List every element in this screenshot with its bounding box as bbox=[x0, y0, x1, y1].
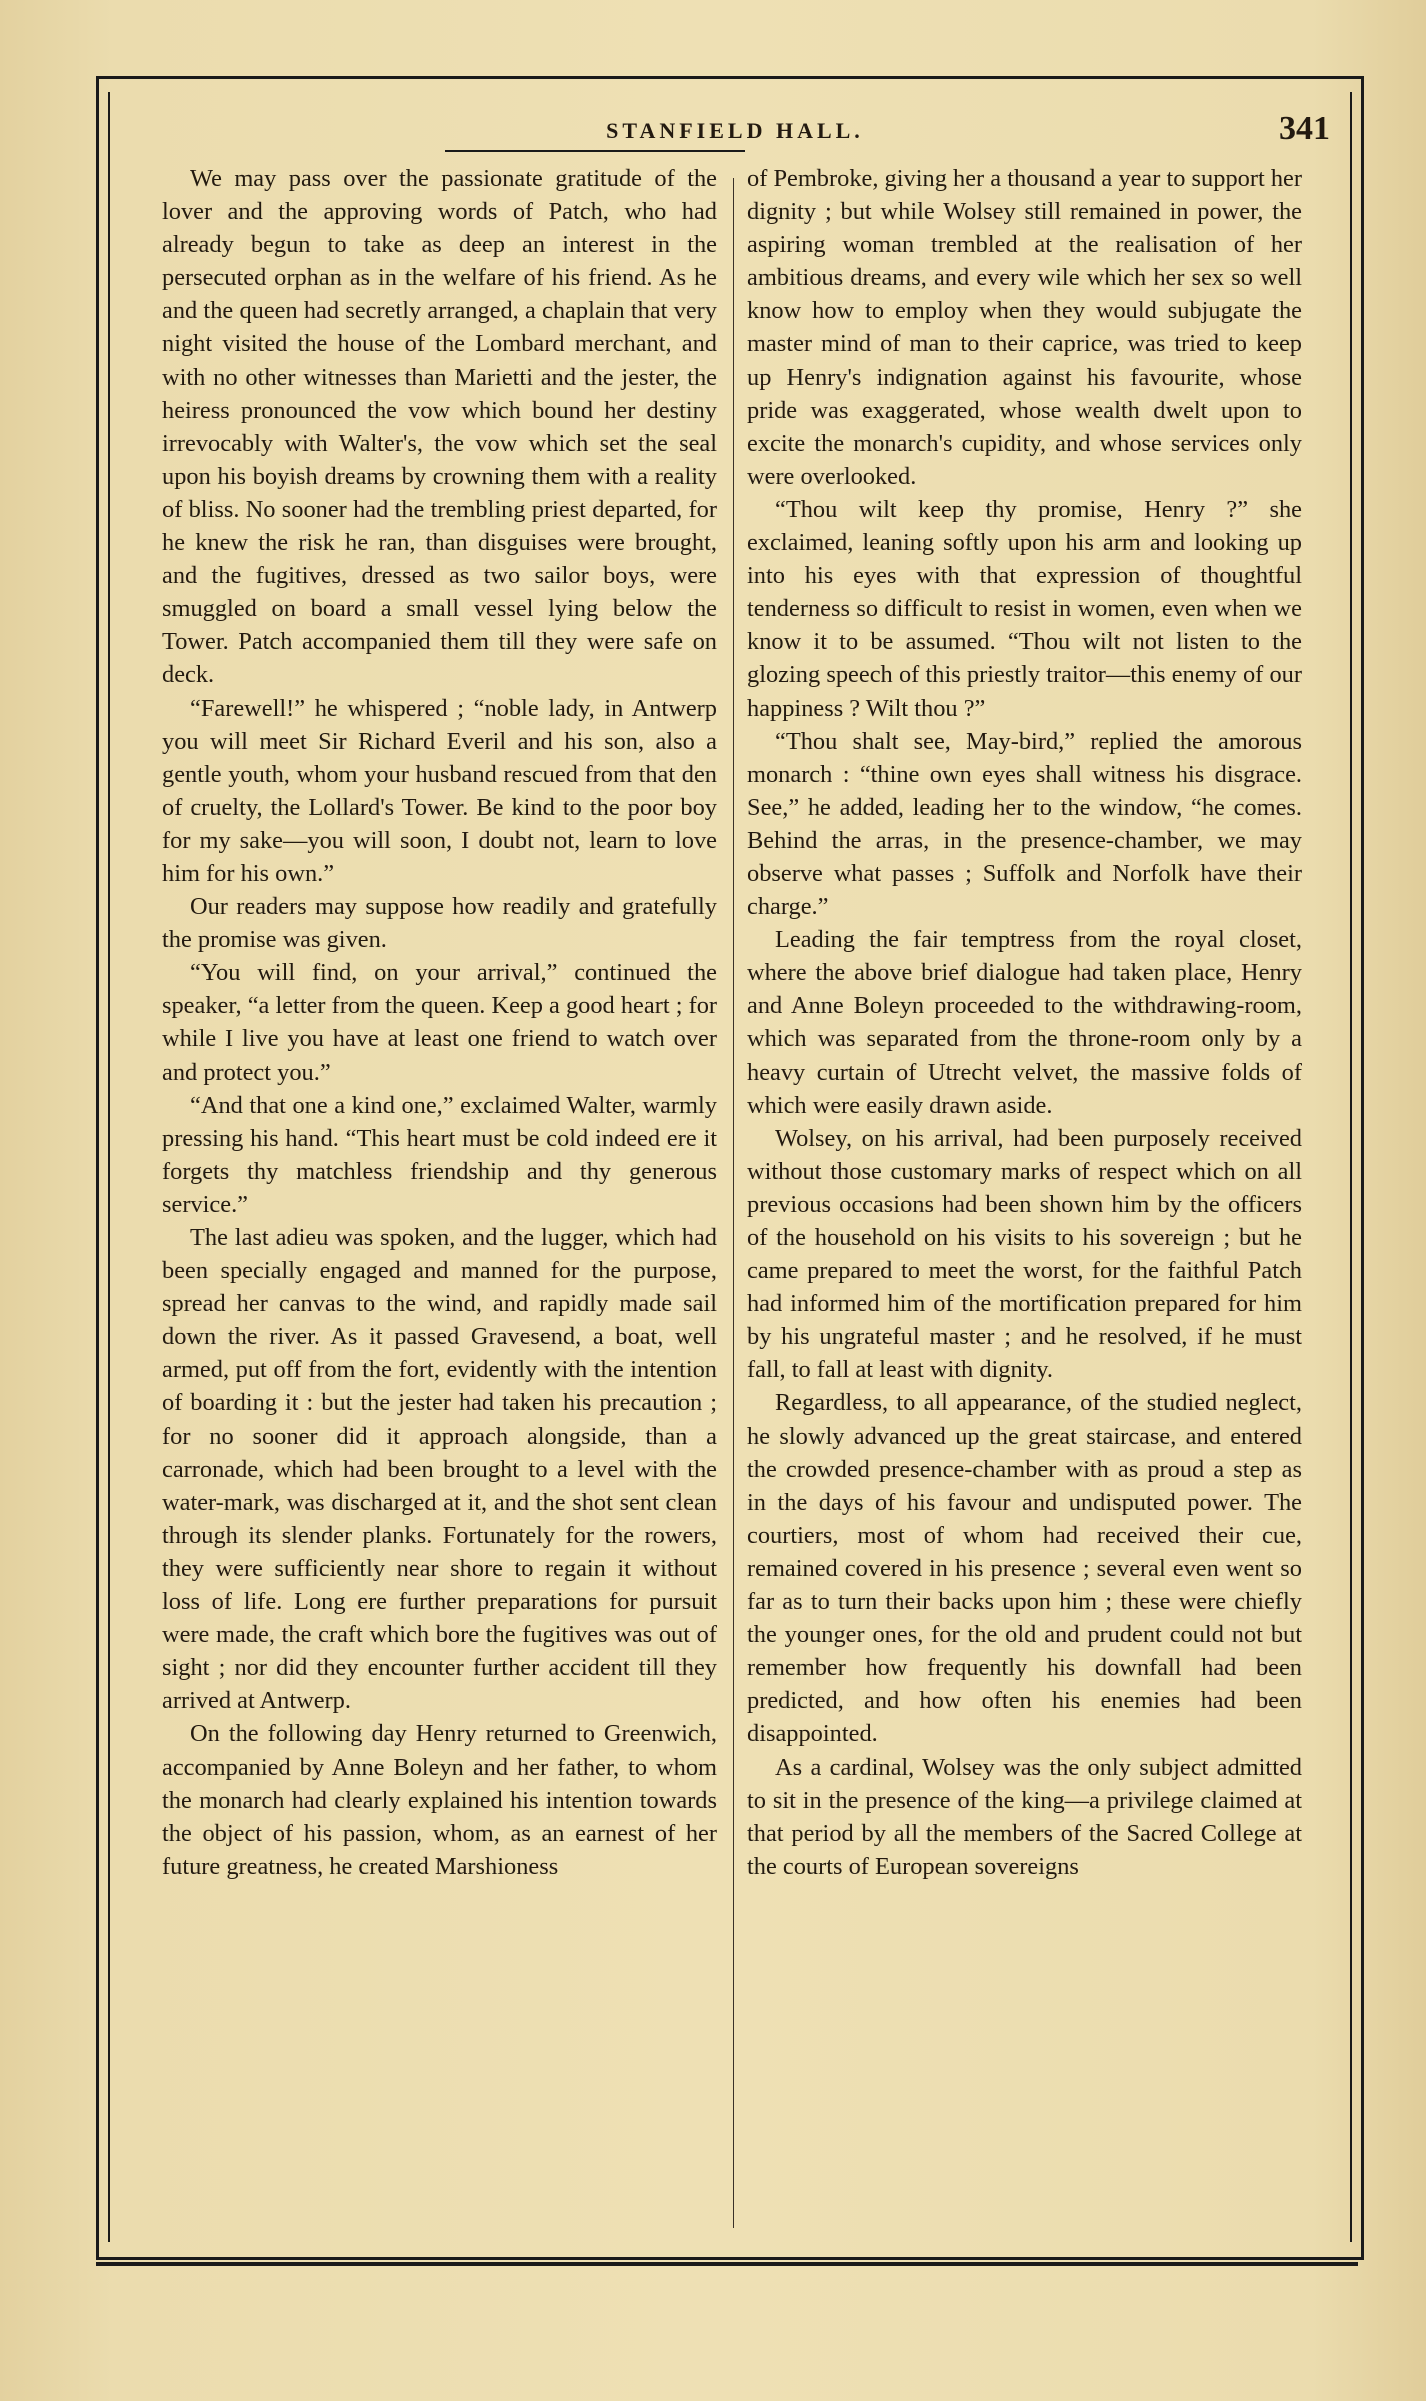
paragraph: “And that one a kind one,” exclaimed Walter, warmly pressing his hand. “This heart must be cold indeed ere it forgets thy matchless friendship and thy generous service.” bbox=[162, 1091, 717, 1218]
page-number: 341 bbox=[1279, 110, 1330, 147]
paragraph: Wolsey, on his arrival, had been purposely received without those customary marks of respect which on all previous occasions had been shown him by the officers of the household on his visits to his sovereign ; but he came prepared to meet the worst, for the faithful Patch had informed him of the mortification prepared for him by his ungrateful master ; and he resolved, if he must fall, to fall at least with dignity. bbox=[747, 1124, 1302, 1384]
paragraph: We may pass over the passionate gratitude of the lover and the approving words of Patch, who had already begun to take as deep an interest in the persecuted orphan as in the welfare of his friend. As he and the queen had secretly arranged, a chaplain that very night visited the house of the Lombard merchant, and with no other witnesses than Marietti and the jester, the heiress pronounced the vow which bound her destiny irrevocably with Walter's, the vow which set the seal upon his boyish dreams by crowning them with a reality of bliss. No sooner had the trembling priest departed, for he knew the risk he ran, than disguises were brought, and the fugitives, dressed as two sailor boys, were smuggled on board a small vessel lying below the Tower. Patch accompanied them till they were safe on deck. bbox=[162, 165, 717, 689]
paragraph: The last adieu was spoken, and the lugger, which had been specially engaged and manned for the purpose, spread her canvas to the wind, and rapidly made sail down the river. As it passed Gravesend, a boat, well armed, put off from the fort, evidently with the intention of boarding it : but the jester had taken his precaution ; for no sooner did it approach alongside, than a carronade, which had been brought to a level with the water-mark, was discharged at it, and the shot sent clean through its slender planks. Fortunately for the rowers, they were sufficiently near shore to regain it without loss of life. Long ere further preparations for pursuit were made, the craft which bore the fugitives was out of sight ; nor did they encounter further accident till they arrived at Antwerp. bbox=[162, 1224, 717, 1715]
paragraph: “Thou wilt keep thy promise, Henry ?” she exclaimed, leaning softly upon his arm and looking up into his eyes with that expression of thoughtful tenderness so difficult to resist in women, even when we know it to be assumed. “Thou wilt not listen to the glozing speech of this priestly traitor—this enemy of our happiness ? Wilt thou ?” bbox=[747, 495, 1302, 722]
column-divider bbox=[733, 178, 734, 2228]
paragraph: of Pembroke, giving her a thousand a year to support her dignity ; but while Wolsey still remained in power, the aspiring woman trembled at the realisation of her ambitious dreams, and every wile which her sex so well know how to employ when they would subjugate the master mind of man to their caprice, was tried to keep up Henry's indignation against his favourite, whose pride was exaggerated, whose wealth dwelt upon to excite the monarch's cupidity, and whose services only were overlooked. bbox=[747, 165, 1302, 490]
header-rule bbox=[445, 150, 745, 152]
paragraph: On the following day Henry returned to Greenwich, accompanied by Anne Boleyn and her father, to whom the monarch had clearly explained his intention towards the object of his passion, whom, as an earnest of her future greatness, he created Marshioness bbox=[162, 1720, 717, 1880]
paragraph: As a cardinal, Wolsey was the only subject admitted to sit in the presence of the king—a privilege claimed at that period by all the members of the Sacred College at the courts of European sovereigns bbox=[747, 1753, 1302, 1880]
paragraph: “Farewell!” he whispered ; “noble lady, in Antwerp you will meet Sir Richard Everil and his son, also a gentle youth, whom your husband rescued from that den of cruelty, the Lollard's Tower. Be kind to the poor boy for my sake—you will soon, I doubt not, learn to love him for his own.” bbox=[162, 694, 717, 887]
paragraph: Regardless, to all appearance, of the studied neglect, he slowly advanced up the great staircase, and entered the crowded presence-chamber with as proud a step as in the days of his favour and undisputed power. The courtiers, most of whom had received their cue, remained covered in his presence ; several even went so far as to turn their backs upon him ; these were chiefly the younger ones, for the old and prudent could not but remember how frequently his downfall had been predicted, and how often his enemies had been disappointed. bbox=[747, 1389, 1302, 1748]
right-column bbox=[747, 162, 1302, 1883]
paragraph: Leading the fair temptress from the royal closet, where the above brief dialogue had taken place, Henry and Anne Boleyn proceeded to the withdrawing-room, which was separated from the throne-room only by a heavy curtain of Utrecht velvet, the massive folds of which were easily drawn aside. bbox=[747, 926, 1302, 1119]
paragraph: “Thou shalt see, May-bird,” replied the amorous monarch : “thine own eyes shall witness his disgrace. See,” he added, leading her to the window, “he comes. Behind the arras, in the presence-chamber, we may observe what passes ; Suffolk and Norfolk have their charge.” bbox=[747, 727, 1302, 921]
paragraph: “You will find, on your arrival,” continued the speaker, “a letter from the queen. Keep a good heart ; for while I live you have at least one friend to watch over and protect you.” bbox=[162, 959, 718, 1086]
left-column bbox=[162, 162, 717, 1883]
running-title: STANFIELD HALL. bbox=[606, 118, 864, 143]
paragraph: Our readers may suppose how readily and gratefully the promise was given. bbox=[162, 893, 717, 954]
bottom-rule bbox=[96, 2262, 1358, 2266]
